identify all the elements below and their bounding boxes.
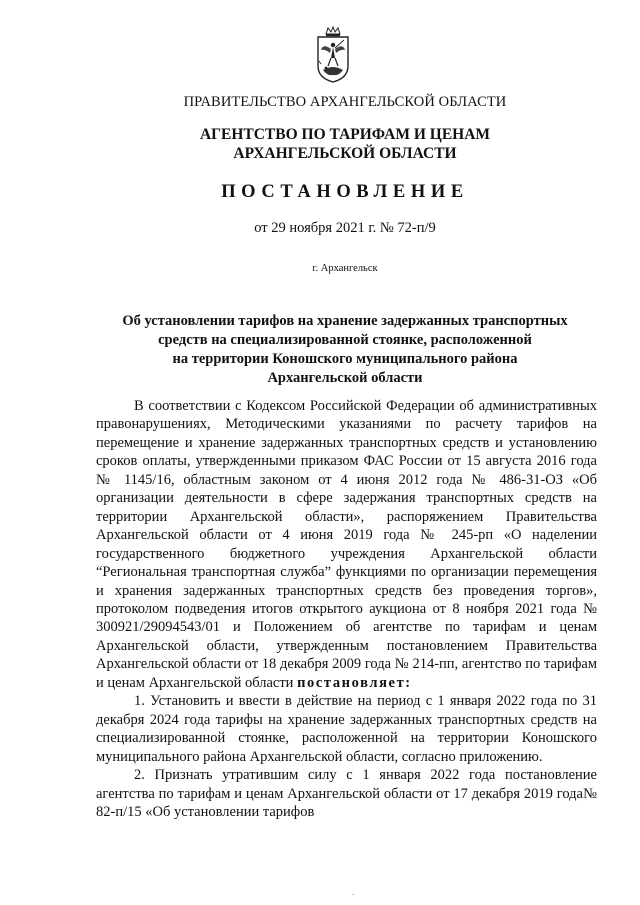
document-body [96,397,597,821]
coat-of-arms-icon [315,26,351,84]
agency-title-line: АГЕНТСТВО ПО ТАРИФАМ И ЦЕНАМ [199,126,491,143]
subject-line: средств на специализированной стоянке, расположенной [158,332,532,348]
government-title: ПРАВИТЕЛЬСТВО АРХАНГЕЛЬСКОЙ ОБЛАСТИ [183,94,507,110]
subject-line: на территории Коношского муниципального района [172,351,518,367]
item-1-paragraph: 1. Установить и ввести в действие на период с 1 января 2022 года по 31 декабря 2024 года тарифы на хранение задержанных транспортных средств на специализированной стоянке, расположенной на территории Коношского муниципального района Архангельской области, согласно приложению. [96,693,597,765]
preamble-text: В соответствии с Кодексом Российской Федерации об административных правонарушениях, Методическими указаниями по расчету тарифов на перемещение и хранение задержанных транспортных средств и установлению сроков оплаты, утвержденными приказом ФАС России от 15 августа 2016 года № 1145/16, областным законом от 4 июня 2012 года № 486-31-ОЗ «Об организации деятельности в сфере задержания транспортных средств на территории Архангельской области», распоряжением Правительства Архангельской области от 4 июня 2019 года № 245-рп «О наделении государственного бюджетного учреждения Архангельской области “Региональная транспортная служба” функциями по организации перемещения и хранения задержанных транспортных средств без проведения торгов», протоколом подведения итогов открытого аукциона от 8 ноября 2021 года № 300921/29094543/01 и Положением об агентстве по тарифам и ценам Архангельской области, утвержденным постановлением Правительства Архангельской области от 18 декабря 2009 года № 214-пп, агентство по тарифам и ценам Архангельской области [96,398,597,691]
item-2-paragraph: 2. Признать утратившим силу с 1 января 2022 года постановление агентства по тарифам и ценам Архангельской области от 17 декабря 2019 года№ 82-п/15 «Об установлении тарифов [96,767,597,820]
agency-title [0,125,640,163]
subject-title [0,312,640,388]
preamble-paragraph [96,397,597,692]
document-type: ПОСТАНОВЛЕНИЕ [221,182,469,202]
city: г. Архангельск [312,263,378,274]
subject-line: Архангельской области [267,370,423,386]
agency-title-line: АРХАНГЕЛЬСКОЙ ОБЛАСТИ [233,145,457,162]
date-and-number: от 29 ноября 2021 г. № 72-п/9 [254,220,436,236]
page-mark: . [352,888,354,897]
subject-line: Об установлении тарифов на хранение задержанных транспортных [122,313,568,329]
decides-keyword: постановляет: [297,674,412,691]
